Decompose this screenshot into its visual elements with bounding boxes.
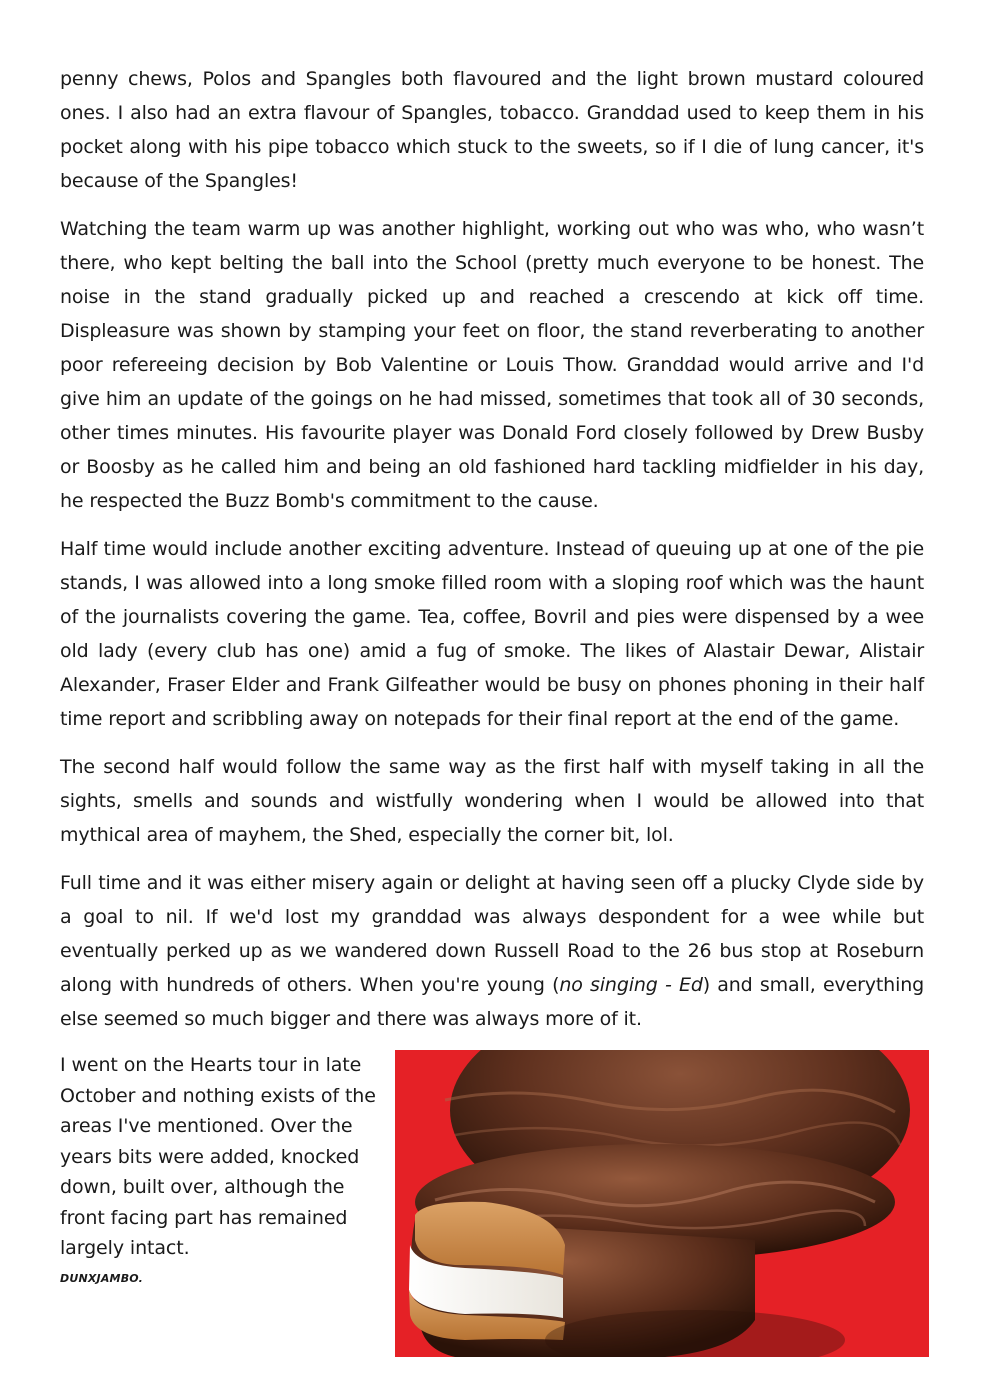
tunnocks-teacake-photo bbox=[395, 1050, 929, 1357]
article-page bbox=[60, 62, 924, 1390]
paragraph-spangles: penny chews, Polos and Spangles both flavoured and the light brown mustard coloured ones. I also had an extra flavour of Spangles, tobacco. Granddad used to keep them in his pocket along with his pipe tobacco which stuck to the sweets, so if I die of lung cancer, it's because of the Spangles! bbox=[60, 68, 924, 192]
paragraph-half-time: Half time would include another exciting adventure. Instead of queuing up at one of the pie stands, I was allowed into a long smoke filled room with a sloping roof which was the haunt of the journalists covering the game. Tea, coffee, Bovril and pies were dispensed by a wee old lady (every club has one) amid a fug of smoke. The likes of Alastair Dewar, Alistair Alexander, Fraser Elder and Frank Gilfeather would be busy on phones phoning in their half time report and scribbling away on notepads for their final report at the end of the game. bbox=[60, 538, 924, 730]
paragraph-full-time bbox=[60, 866, 924, 1036]
paragraph-warm-up: Watching the team warm up was another highlight, working out who was who, who wasn’t there, who kept belting the ball into the School (pretty much everyone to be honest. The noise in the stand gradually picked up and reached a crescendo at kick off time. Displeasure was shown by stamping your feet on floor, the stand reverberating to another poor refereeing decision by Bob Valentine or Louis Thow. Granddad would arrive and I'd give him an update of the goings on he had missed, sometimes that took all of 30 seconds, other times minutes. His favourite player was Donald Ford closely followed by Drew Busby or Boosby as he called him and being an old fashioned hard tackling midfielder in his day, he respected the Buzz Bomb's commitment to the cause. bbox=[60, 218, 924, 512]
paragraph-hearts-tour: I went on the Hearts tour in late October and nothing exists of the areas I've mentioned. Over the years bits were added, knocked down, built over, although the front facing part has remained largely intact. bbox=[60, 1054, 376, 1259]
side-column bbox=[60, 1050, 382, 1285]
author-signature: DUNXJAMBO. bbox=[60, 1271, 143, 1285]
full-time-text-end: ) and small, everything else seemed so much bigger and there was always more of it. bbox=[60, 974, 924, 1030]
paragraph-second-half: The second half would follow the same way as the first half with myself taking in all the sights, smells and sounds and wistfully wondering when I would be allowed into that mythical area of mayhem, the Shed, especially the corner bit, lol. bbox=[60, 756, 924, 846]
editor-note: no singing - Ed bbox=[559, 974, 703, 996]
bottom-section bbox=[60, 1050, 924, 1390]
teacake-illustration bbox=[395, 1050, 929, 1357]
full-time-text: Full time and it was either misery again or delight at having seen off a plucky Clyde side by a goal to nil. If we'd lost my granddad was always despondent for a wee while but eventually perked up as we wandered down Russell Road to the 26 bus stop at Roseburn along with hundreds of others. When you're young ( bbox=[60, 872, 924, 996]
